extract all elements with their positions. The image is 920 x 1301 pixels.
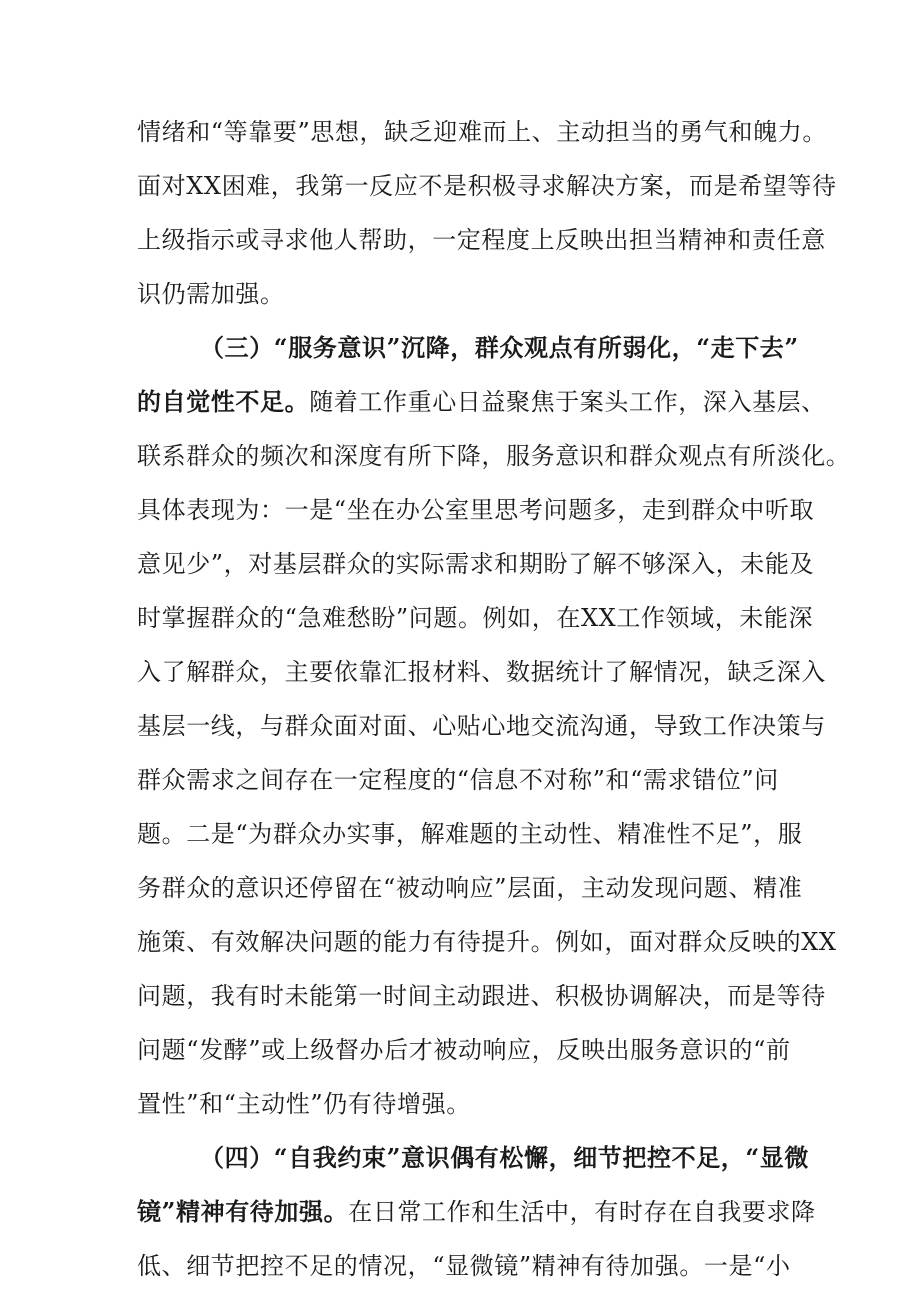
- text-line: 意见少”，对基层群众的实际需求和期盼了解不够深入，未能及: [137, 550, 815, 578]
- section-heading-4: （四）“自我约束”意识偶有松懈，细节把控不足，“显微: [200, 1143, 810, 1172]
- text-line: 具体表现为：一是“坐在办公室里思考问题多，走到群众中听取: [137, 496, 815, 524]
- text-line-content: 随着工作重心日益聚焦于案头工作，深入基层、: [309, 388, 826, 416]
- text-line: [137, 1197, 816, 1227]
- text-line: 时掌握群众的“急难愁盼”问题。例如，在XX工作领域，未能深: [137, 604, 814, 632]
- text-line: 问题，我有时未能第一时间主动跟进、积极协调解决，而是等待: [137, 982, 826, 1010]
- text-line: 问题“发酵”或上级督办后才被动响应，反映出服务意识的“前: [137, 1036, 791, 1064]
- section-heading-4-continued: 镜”精神有待加强。: [137, 1197, 349, 1226]
- text-line: 施策、有效解决问题的能力有待提升。例如，面对群众反映的XX: [137, 928, 837, 956]
- text-line: 面对XX困难，我第一反应不是积极寻求解决方案，而是希望等待: [137, 172, 837, 200]
- text-line: 入了解群众，主要依靠汇报材料、数据统计了解情况，缺乏深入: [137, 658, 826, 686]
- text-line: 务群众的意识还停留在“被动响应”层面，主动发现问题、精准: [137, 874, 803, 902]
- text-line: 低、细节把控不足的情况，“显微镜”精神有待加强。一是“小: [137, 1252, 791, 1280]
- text-line: 识仍需加强。: [137, 280, 285, 308]
- text-line: 上级指示或寻求他人帮助，一定程度上反映出担当精神和责任意: [137, 226, 826, 254]
- section-heading-3: （三）“服务意识”沉降，群众观点有所弱化，“走下去”: [200, 333, 799, 362]
- text-line: 情绪和“等靠要”思想，缺乏迎难而上、主动担当的勇气和魄力。: [137, 118, 827, 146]
- section-heading-3-continued: 的自觉性不足。: [137, 387, 310, 416]
- text-line-content: 在日常工作和生活中，有时存在自我要求降: [348, 1198, 816, 1226]
- text-line: 题。二是“为群众办实事，解难题的主动性、精准性不足”，服: [137, 820, 803, 848]
- text-line: [137, 387, 826, 417]
- text-line: 置性”和“主动性”仍有待增强。: [137, 1090, 471, 1118]
- text-line: 联系群众的频次和深度有所下降，服务意识和群众观点有所淡化。: [137, 442, 851, 470]
- text-line: 基层一线，与群众面对面、心贴心地交流沟通，导致工作决策与: [137, 712, 826, 740]
- text-line: 群众需求之间存在一定程度的“信息不对称”和“需求错位”问: [137, 766, 779, 794]
